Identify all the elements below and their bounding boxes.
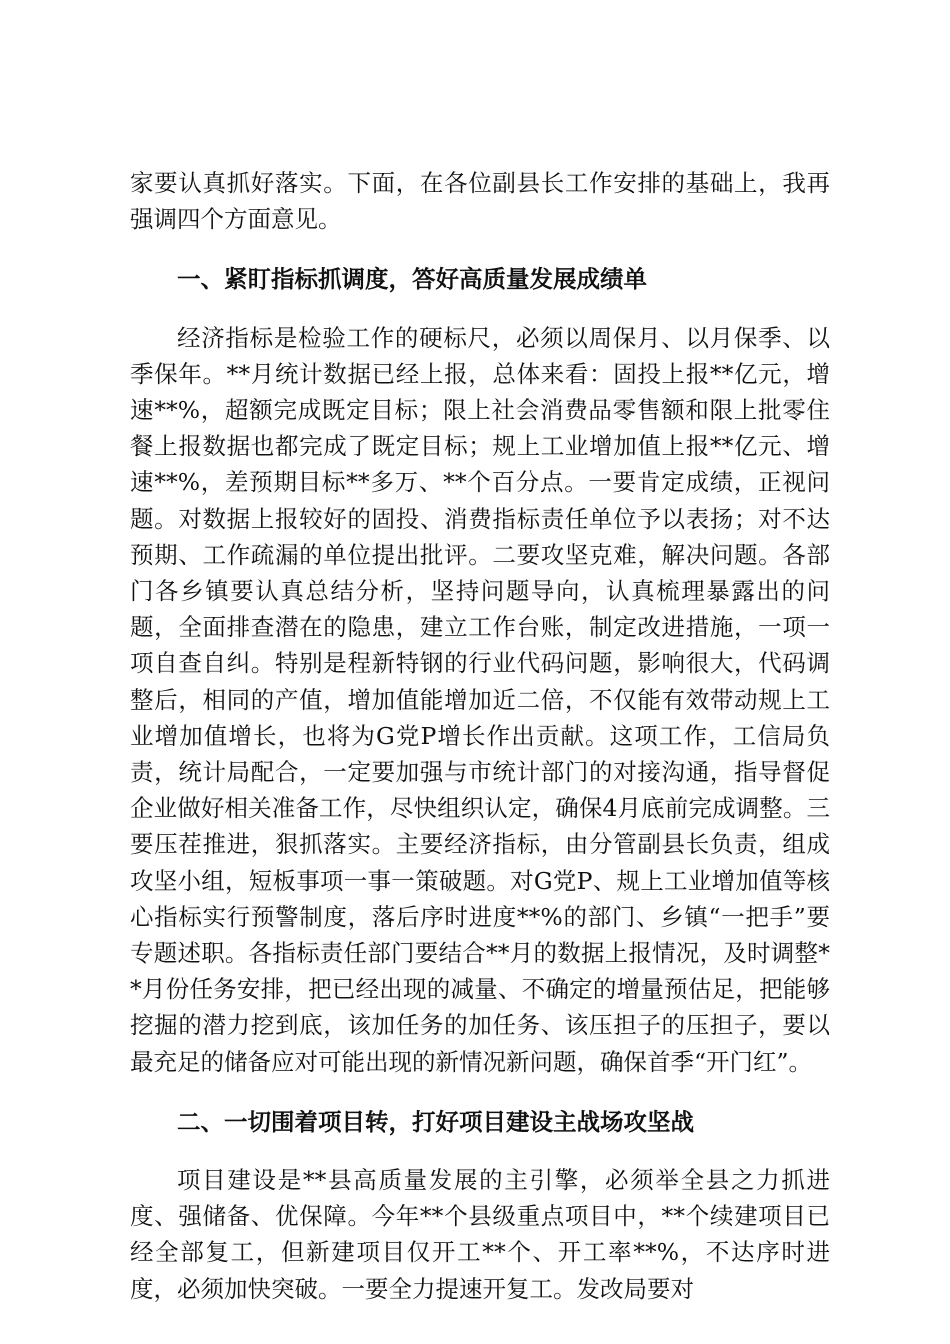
document-page — [130, 165, 830, 1307]
section-2-heading: 二、一切围着项目转，打好项目建设主战场攻坚战 — [177, 1107, 694, 1136]
section-2-body: 项目建设是**县高质量发展的主引擎，必须举全县之力抓进度、强储备、优保障。今年**个县级重点项目中，**个续建项目已经全部复工，但新建项目仅开工**个、开工率**%，不达序时进度，必须加快突破。一要全力提速开复工。发改局要对 — [130, 1166, 830, 1303]
intro-paragraph: 家要认真抓好落实。下面，在各位副县长工作安排的基础上，我再强调四个方面意见。 — [130, 169, 830, 234]
section-1-body: 经济指标是检验工作的硬标尺，必须以周保月、以月保季、以季保年。**月统计数据已经上报，总体来看：固投上报**亿元，增速**%，超额完成既定目标；限上社会消费品零售额和限上批零住餐上报数据也都完成了既定目标；规上工业增加值上报**亿元、增速**%，差预期目标**多万、**个百分点。一要肯定成绩，正视问题。对数据上报较好的固投、消费指标责任单位予以表扬；对不达预期、工作疏漏的单位提出批评。二要攻坚克难，解决问题。各部门各乡镇要认真总结分析，坚持问题导向，认真梳理暴露出的问题，全面排查潜在的隐患，建立工作台账，制定改进措施，一项一项自查自纠。特别是程新特钢的行业代码问题，影响很大，代码调整后，相同的产值，增加值能增加近二倍，不仅能有效带动规上工业增加值增长，也将为G党P增长作出贡献。这项工作，工信局负责，统计局配合，一定要加强与市统计部门的对接沟通，指导督促企业做好相关准备工作，尽快组织认定，确保4月底前完成调整。三要压茬推进，狠抓落实。主要经济指标，由分管副县长负责，组成攻坚小组，短板事项一事一策破题。对G党P、规上工业增加值等核心指标实行预警制度，落后序时进度**%的部门、乡镇“一把手”要专题述职。各指标责任部门要结合**月的数据上报情况，及时调整**月份任务安排，把已经出现的减量、不确定的增量预估足，把能够挖掘的潜力挖到底，该加任务的加任务、该压担子的压担子，要以最充足的储备应对可能出现的新情况新问题，确保首季“开门红”。 — [130, 323, 830, 1076]
section-1-heading: 一、紧盯指标抓调度，答好高质量发展成绩单 — [177, 265, 647, 294]
